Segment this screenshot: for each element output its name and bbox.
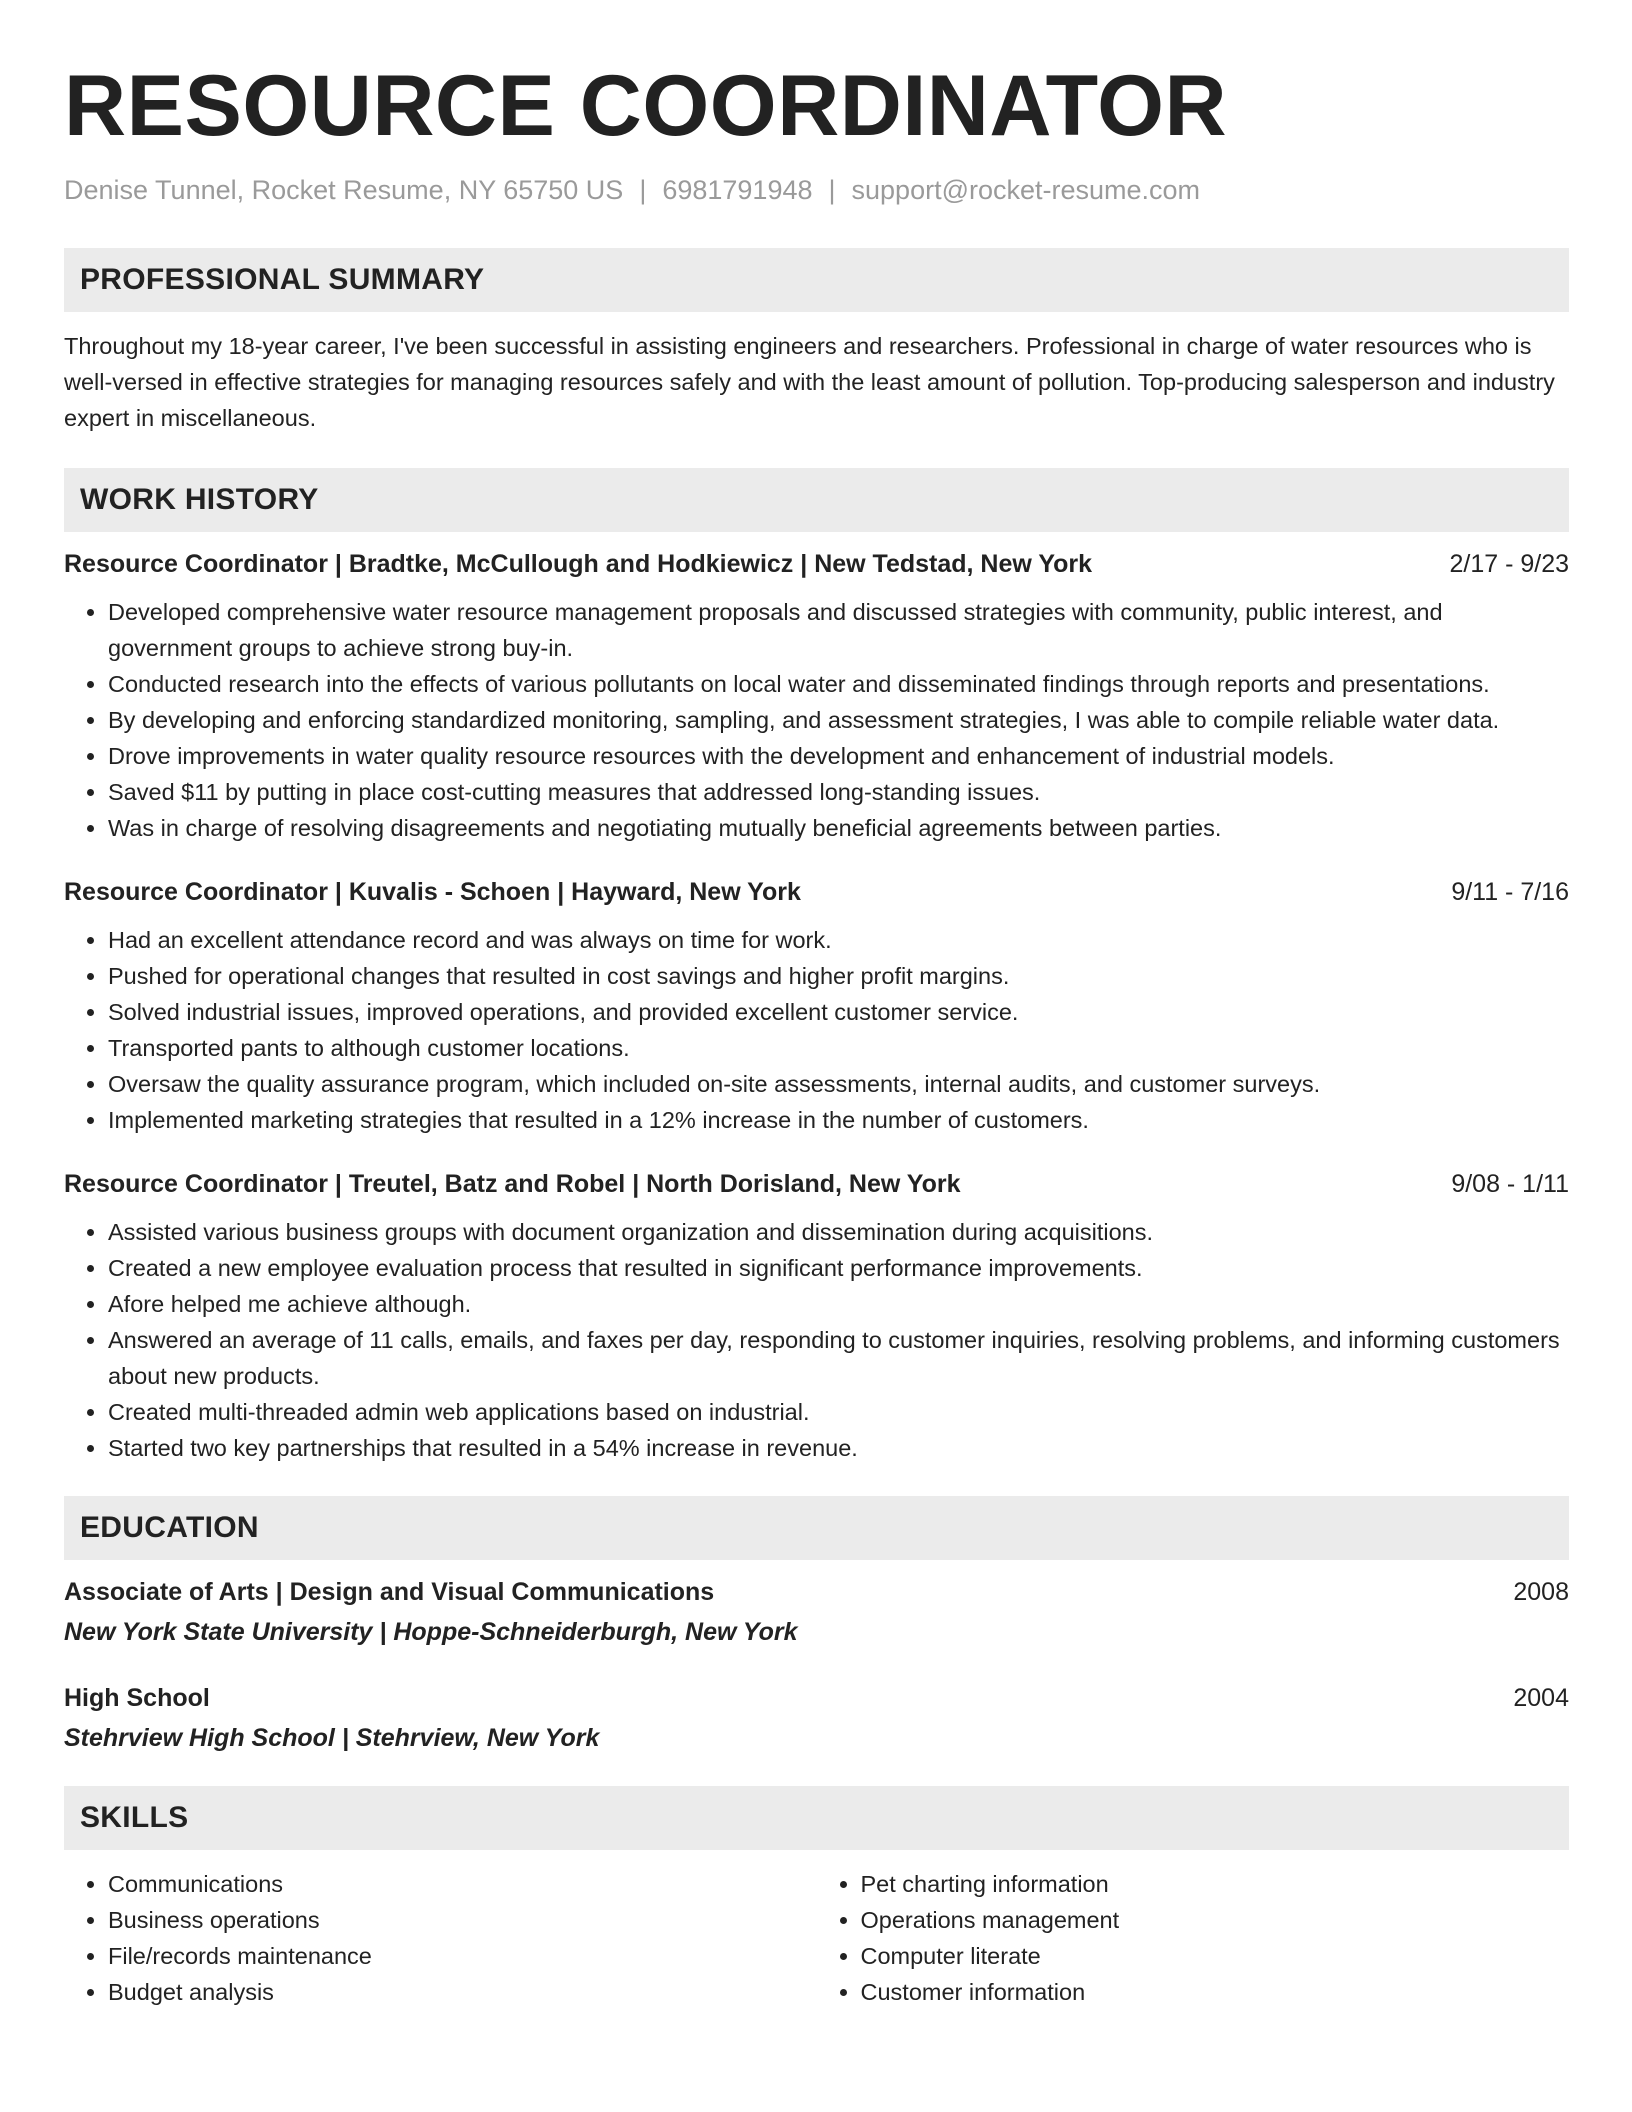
contact-separator: | — [639, 175, 647, 205]
education-year: 2004 — [1513, 1684, 1569, 1712]
job-bullets — [64, 922, 1569, 1138]
job-bullet: • Transported pants to although customer locations. — [108, 1030, 1569, 1066]
education-degree: Associate of Arts | Design and Visual Communications — [64, 1578, 715, 1606]
job-title: Resource Coordinator | Bradtke, McCullough and Hodkiewicz | New Tedstad, New York — [64, 550, 1093, 578]
education-entry — [64, 1574, 1569, 1650]
job-bullet: • Was in charge of resolving disagreements and negotiating mutually beneficial agreements between parties. — [108, 810, 1569, 846]
skill-item: • Business operations — [108, 1902, 817, 1938]
contact-line — [64, 172, 1569, 208]
education-degree: High School — [64, 1684, 210, 1712]
skill-item: • Budget analysis — [108, 1974, 817, 2010]
education-heading: EDUCATION — [64, 1496, 1569, 1560]
job-bullet: • Solved industrial issues, improved operations, and provided excellent customer service. — [108, 994, 1569, 1030]
job-dates: 2/17 - 9/23 — [1449, 550, 1569, 578]
job-entry — [64, 546, 1569, 846]
job-header — [64, 1166, 1569, 1202]
education-school: Stehrview High School | Stehrview, New York — [64, 1724, 600, 1752]
contact-email: support@rocket-resume.com — [851, 175, 1201, 205]
education-header — [64, 1680, 1569, 1716]
job-bullets — [64, 594, 1569, 846]
job-bullet: • Developed comprehensive water resource management proposals and discussed strategies with community, public interest, and government groups to achieve strong buy-in. — [108, 594, 1569, 666]
job-bullet: • Assisted various business groups with document organization and dissemination during acquisitions. — [108, 1214, 1569, 1250]
job-bullet: • Conducted research into the effects of various pollutants on local water and disseminated findings through reports and presentations. — [108, 666, 1569, 702]
job-bullet: • Pushed for operational changes that resulted in cost savings and higher profit margins. — [108, 958, 1569, 994]
job-entry — [64, 1166, 1569, 1466]
job-title: Resource Coordinator | Kuvalis - Schoen | Hayward, New York — [64, 878, 801, 906]
job-title: Resource Coordinator | Treutel, Batz and Robel | North Dorisland, New York — [64, 1170, 961, 1198]
skills-column-right — [817, 1866, 1570, 2010]
job-dates: 9/11 - 7/16 — [1451, 878, 1569, 906]
skill-item: • File/records maintenance — [108, 1938, 817, 1974]
job-bullet: • Drove improvements in water quality resource resources with the development and enhancement of industrial models. — [108, 738, 1569, 774]
job-entry — [64, 874, 1569, 1138]
job-bullet: • Created multi-threaded admin web applications based on industrial. — [108, 1394, 1569, 1430]
skill-item: • Communications — [108, 1866, 817, 1902]
summary-text: Throughout my 18-year career, I've been successful in assisting engineers and researchers. Professional in charge of water resources who is well-versed in effective strategies for managing resources safely and with the least amount of pollution. Top-producing salesperson and industry expert in miscellaneous. — [64, 333, 1555, 431]
job-bullet: • Created a new employee evaluation process that resulted in significant performance improvements. — [108, 1250, 1569, 1286]
job-header — [64, 874, 1569, 910]
resume-title: RESOURCE COORDINATOR — [64, 58, 1228, 154]
education-entry — [64, 1680, 1569, 1756]
contact-phone: 6981791948 — [662, 175, 813, 205]
job-bullet: • Afore helped me achieve although. — [108, 1286, 1569, 1322]
job-dates: 9/08 - 1/11 — [1451, 1170, 1569, 1198]
summary-heading: PROFESSIONAL SUMMARY — [64, 248, 1569, 312]
job-bullet: • Saved $11 by putting in place cost-cutting measures that addressed long-standing issues. — [108, 774, 1569, 810]
skills-list — [64, 1866, 1569, 2010]
skills-column-left — [64, 1866, 817, 2010]
job-bullet: • Started two key partnerships that resulted in a 54% increase in revenue. — [108, 1430, 1569, 1466]
job-header — [64, 546, 1569, 582]
job-bullet: • By developing and enforcing standardized monitoring, sampling, and assessment strategies, I was able to compile reliable water data. — [108, 702, 1569, 738]
job-bullet: • Implemented marketing strategies that resulted in a 12% increase in the number of customers. — [108, 1102, 1569, 1138]
resume-page — [64, 0, 1569, 2010]
skill-item: • Operations management — [861, 1902, 1570, 1938]
skill-item: • Computer literate — [861, 1938, 1570, 1974]
work-history-heading: WORK HISTORY — [64, 468, 1569, 532]
education-year: 2008 — [1513, 1578, 1569, 1606]
education-school: New York State University | Hoppe-Schneiderburgh, New York — [64, 1618, 798, 1646]
job-bullet: • Oversaw the quality assurance program, which included on-site assessments, internal audits, and customer surveys. — [108, 1066, 1569, 1102]
skill-item: • Customer information — [861, 1974, 1570, 2010]
contact-address: Denise Tunnel, Rocket Resume, NY 65750 US — [64, 175, 624, 205]
job-bullet: • Had an excellent attendance record and was always on time for work. — [108, 922, 1569, 958]
job-bullets — [64, 1214, 1569, 1466]
job-bullet: • Answered an average of 11 calls, emails, and faxes per day, responding to customer inquiries, resolving problems, and informing customers about new products. — [108, 1322, 1569, 1394]
skill-item: • Pet charting information — [861, 1866, 1570, 1902]
skills-heading: SKILLS — [64, 1786, 1569, 1850]
education-header — [64, 1574, 1569, 1610]
contact-separator: | — [828, 175, 836, 205]
